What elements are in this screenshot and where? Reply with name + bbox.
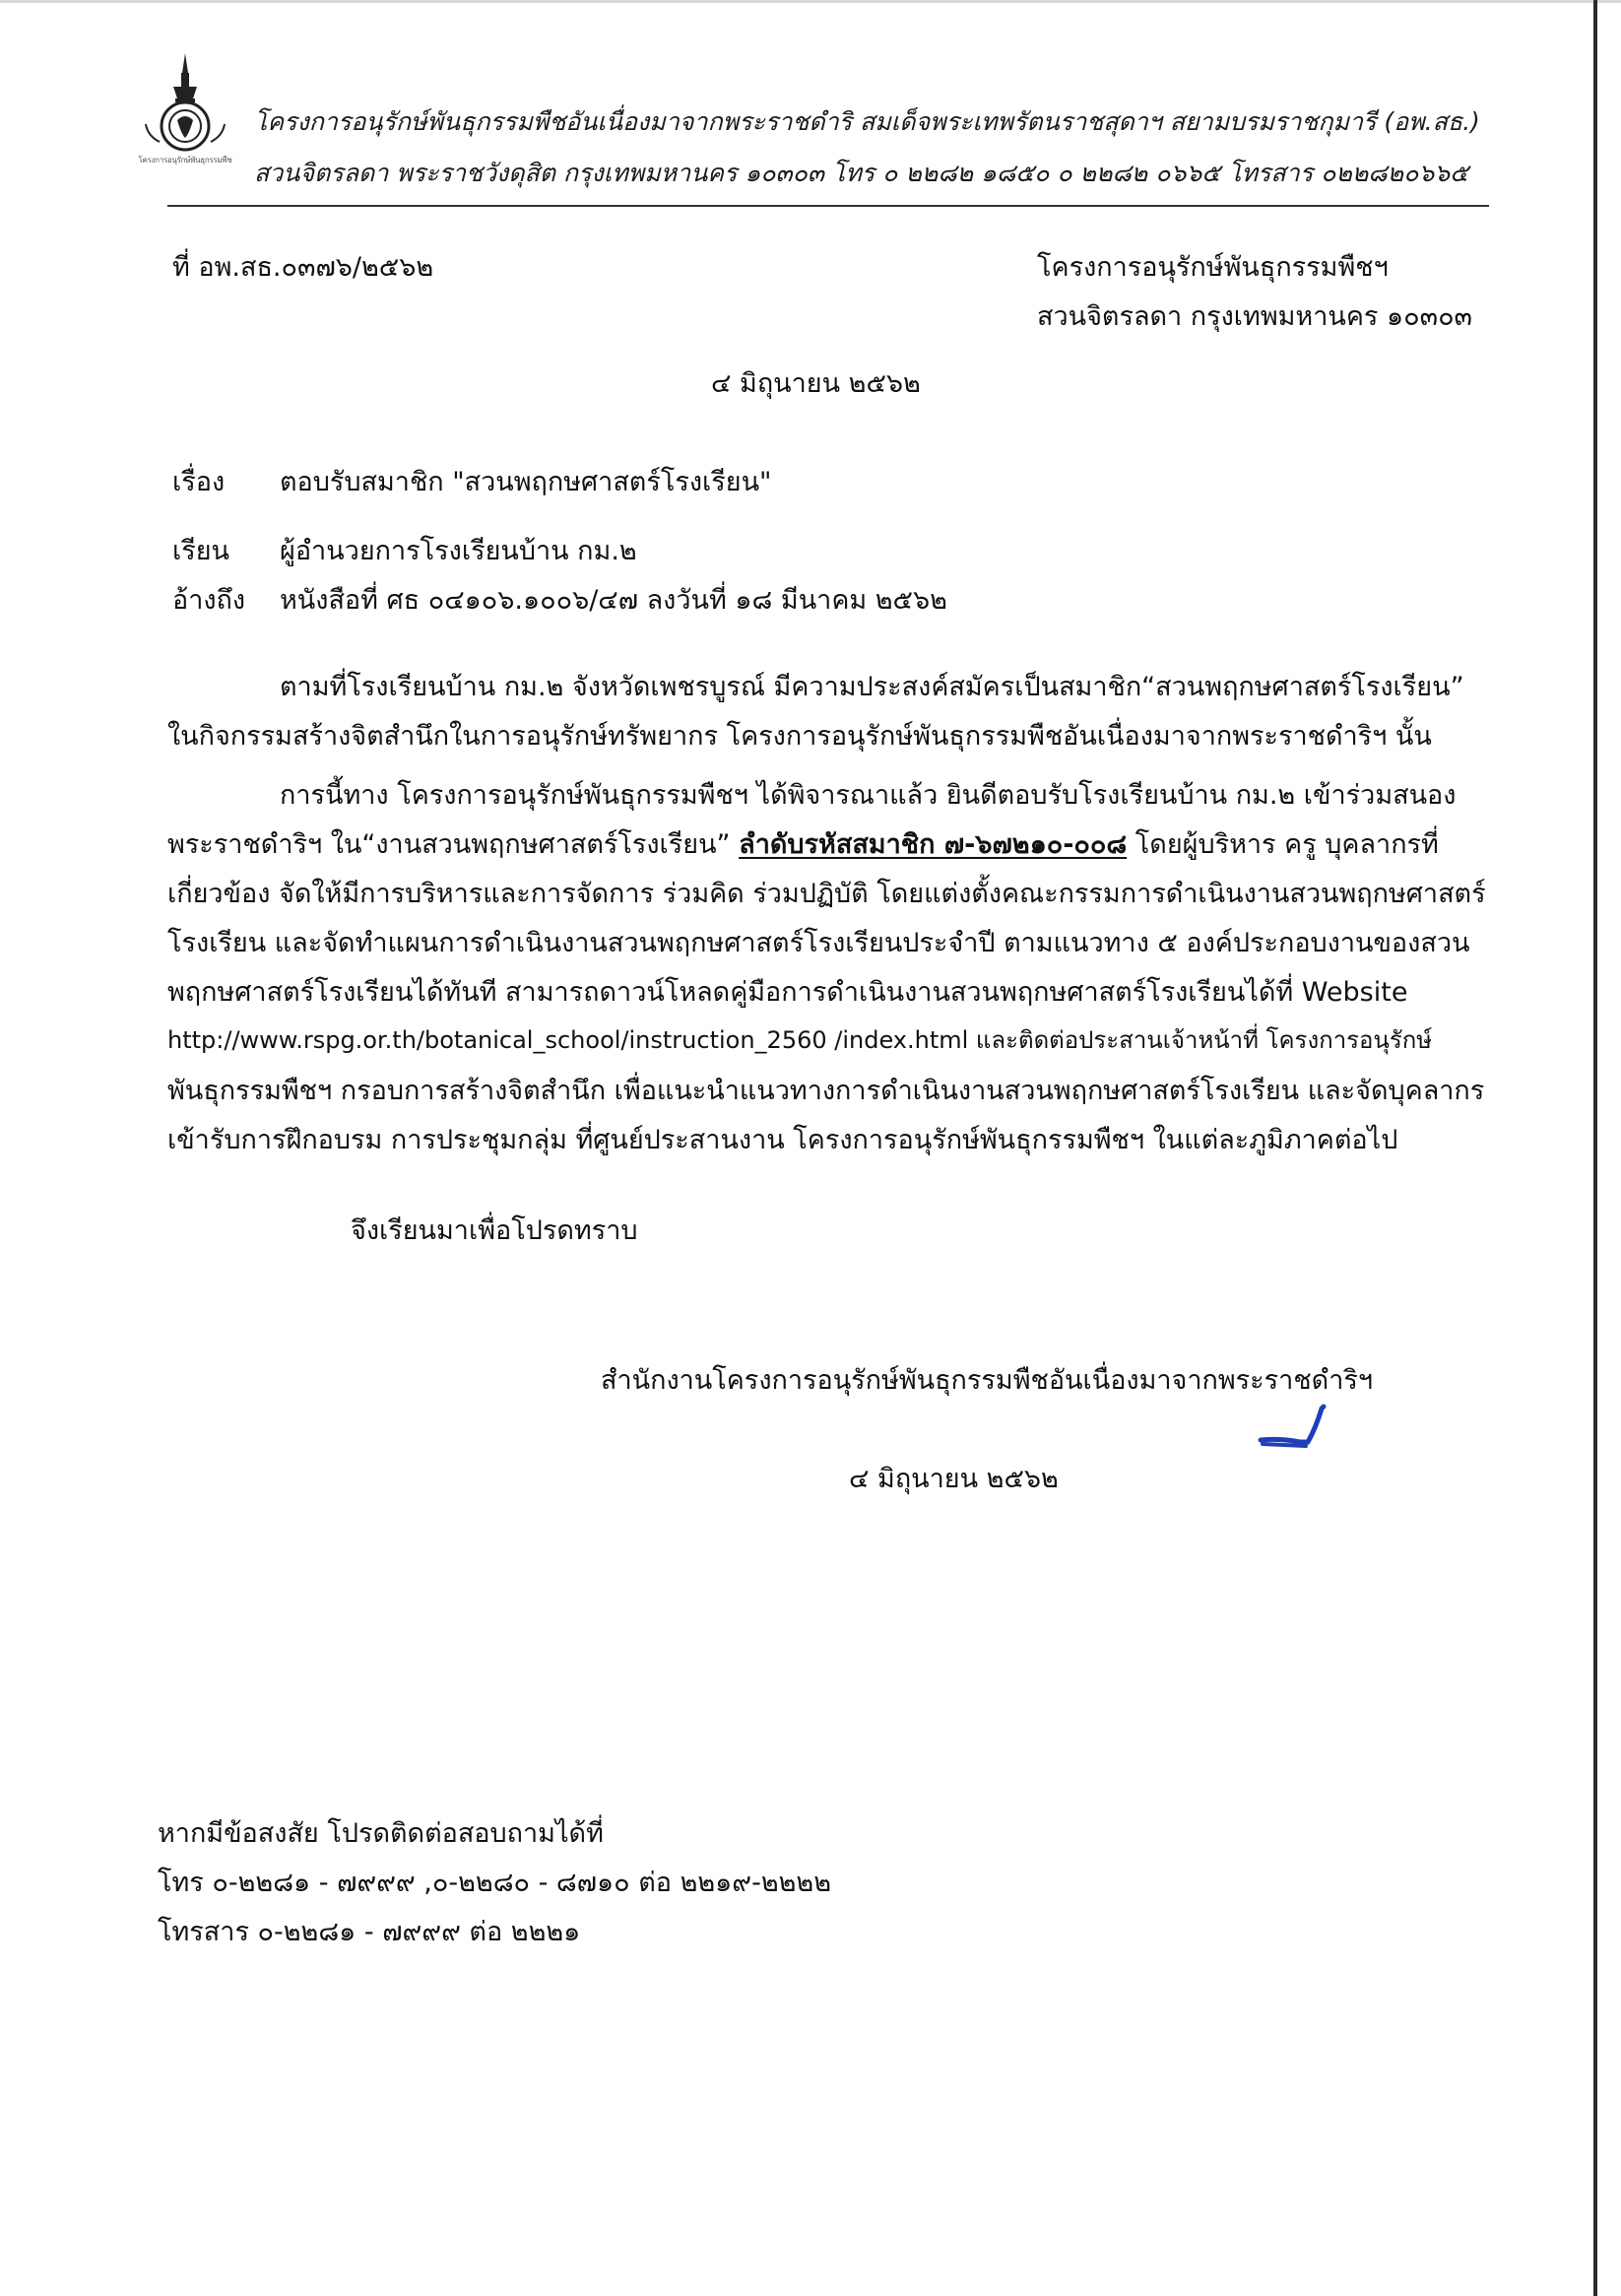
subject-value: ตอบรับสมาชิก "สวนพฤกษศาสตร์โรงเรียน" [280, 467, 772, 497]
contact-intro: หากมีข้อสงสัย โปรดติดต่อสอบถามได้ที่ [158, 1818, 604, 1849]
body-paragraph-1-line-1: ตามที่โรงเรียนบ้าน กม.๒ จังหวัดเพชรบูรณ์ มีความประสงค์สมัครเป็นสมาชิก“สวนพฤกษศาสตร์โรงเรียน” [280, 672, 1464, 702]
member-code: ลำดับรหัสสมาชิก ๗-๖๗๒๑๐-๐๐๘ [739, 829, 1128, 860]
to-label: เรียน [172, 536, 230, 566]
emblem-caption: โครงการอนุรักษ์พันธุกรรมพืช [138, 156, 232, 164]
signature-mark [1251, 1379, 1339, 1468]
sender-line-2: สวนจิตรลดา กรุงเทพมหานคร ๑๐๓๐๓ [1037, 301, 1473, 332]
signature-office: สำนักงานโครงการอนุรักษ์พันธุกรรมพืชอันเนื่องมาจากพระราชดำริฯ [601, 1365, 1374, 1396]
body-paragraph-2-line-5: พฤกษศาสตร์โรงเรียนได้ทันที สามารถดาวน์โหลดคู่มือการดำเนินงานสวนพฤกษศาสตร์โรงเรียนได้ที่ Website [167, 977, 1408, 1008]
reference-label: อ้างถึง [172, 585, 246, 616]
body-paragraph-2-line-8: เข้ารับการฝึกอบรม การประชุมกลุ่ม ที่ศูนย์ประสานงาน โครงการอนุรักษ์พันธุกรรมพืชฯ ในแต่ละภูมิภาคต่อไป [167, 1125, 1398, 1155]
body-paragraph-2-line-1: การนี้ทาง โครงการอนุรักษ์พันธุกรรมพืชฯ ได้พิจารณาแล้ว ยินดีตอบรับโรงเรียนบ้าน กม.๒ เข้าร่วมสนอง [280, 780, 1457, 811]
scan-top-edge [0, 0, 1621, 3]
body-paragraph-2-line-4: โรงเรียน และจัดทำแผนการดำเนินงานสวนพฤกษศาสตร์โรงเรียนประจำปี ตามแนวทาง ๕ องค์ประกอบงานของสวน [167, 928, 1470, 958]
royal-emblem-icon [136, 51, 234, 169]
body-line-2-part-a: พระราชดำริฯ ใน“งานสวนพฤกษศาสตร์โรงเรียน” [167, 829, 731, 860]
closing-line: จึงเรียนมาเพื่อโปรดทราบ [351, 1215, 638, 1246]
body-paragraph-2-line-2 [167, 831, 1439, 858]
subject-label: เรื่อง [172, 467, 226, 497]
body-line-2-part-c: โดยผู้บริหาร ครู บุคลากรที่ [1135, 829, 1439, 860]
letter-date: ๔ มิถุนายน ๒๕๖๒ [711, 368, 921, 399]
signature-date: ๔ มิถุนายน ๒๕๖๒ [849, 1464, 1059, 1494]
reference-number: ที่ อพ.สธ.๐๓๗๖/๒๕๖๒ [172, 252, 434, 283]
contact-phone: โทร ๐-๒๒๘๑ - ๗๙๙๙ ,๐-๒๒๘๐ - ๘๗๑๐ ต่อ ๒๒๑๙-๒๒๒๒ [158, 1868, 832, 1898]
scan-right-edge [1593, 0, 1597, 2296]
body-paragraph-1-line-2: ในกิจกรรมสร้างจิตสำนึกในการอนุรักษ์ทรัพยากร โครงการอนุรักษ์พันธุกรรมพืชอันเนื่องมาจากพระราชดำริฯ นั้น [167, 721, 1432, 752]
letterhead-divider [167, 205, 1489, 207]
body-paragraph-2-line-6: http://www.rspg.or.th/botanical_school/instruction_2560 /index.html และติดต่อประสานเจ้าหน้าที่ โครงการอนุรักษ์ [167, 1026, 1433, 1054]
letterhead-line-1: โครงการอนุรักษ์พันธุกรรมพืชอันเนื่องมาจากพระราชดำริ สมเด็จพระเทพรัตนราชสุดาฯ สยามบรมราชกุมารี (อพ.สธ.) [254, 107, 1480, 136]
body-paragraph-2-line-3: เกี่ยวข้อง จัดให้มีการบริหารและการจัดการ ร่วมคิด ร่วมปฏิบัติ โดยแต่งตั้งคณะกรรมการดำเนินงานสวนพฤกษศาสตร์ [167, 879, 1486, 909]
sender-line-1: โครงการอนุรักษ์พันธุกรรมพืชฯ [1037, 252, 1389, 283]
letterhead-line-2: สวนจิตรลดา พระราชวังดุสิต กรุงเทพมหานคร ๑๐๓๐๓ โทร ๐ ๒๒๘๒ ๑๘๕๐ ๐ ๒๒๘๒ ๐๖๖๕ โทรสาร ๐๒๒๘๒๐๖๖๕ [254, 159, 1468, 187]
to-value: ผู้อำนวยการโรงเรียนบ้าน กม.๒ [280, 536, 637, 566]
reference-value: หนังสือที่ ศธ ๐๔๑๐๖.๑๐๐๖/๔๗ ลงวันที่ ๑๘ มีนาคม ๒๕๖๒ [280, 585, 947, 616]
contact-fax: โทรสาร ๐-๒๒๘๑ - ๗๙๙๙ ต่อ ๒๒๒๑ [158, 1917, 581, 1947]
body-paragraph-2-line-7: พันธุกรรมพืชฯ กรอบการสร้างจิตสำนึก เพื่อแนะนำแนวทางการดำเนินงานสวนพฤกษศาสตร์โรงเรียน และจัดบุคลากร [167, 1076, 1485, 1106]
